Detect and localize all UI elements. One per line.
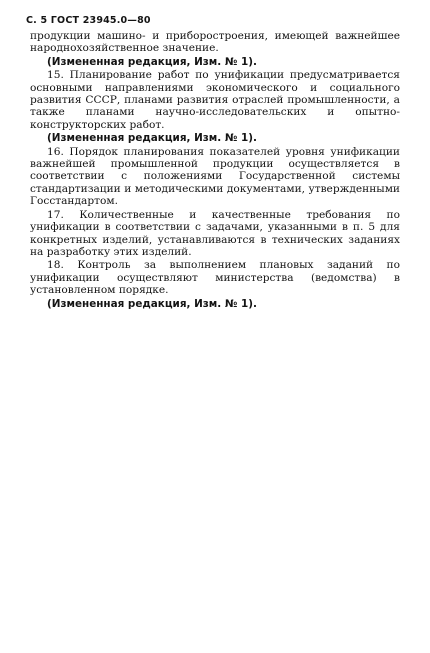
- clause-18: 18. Контроль за выполнением плановых заданий по унификации осуществляют министерства (ведомства) в установленном порядке.: [30, 259, 400, 297]
- document-body: [30, 30, 400, 311]
- page-header: С. 5 ГОСТ 23945.0—80: [26, 15, 151, 26]
- clause-17: 17. Количественные и качественные требования по унификации в соответствии с задачами, указанными в п. 5 для конкретных изделий, устанавливаются в технических заданиях на разработку этих изделий.: [30, 208, 400, 258]
- amendment-note: (Измененная редакция, Изм. № 1).: [47, 132, 257, 145]
- paragraph-continuation: продукции машино- и приборостроения, имеющей важнейшее народнохозяйственное значение.: [30, 30, 400, 55]
- clause-16: 16. Порядок планирования показателей уровня унификации важнейшей промышленной продукции осуществляется в соответствии с положениями Государственной системы стандартизации и методическими документами, утвержденными Госстандартом.: [30, 145, 400, 208]
- amendment-note: (Измененная редакция, Изм. № 1).: [47, 55, 257, 68]
- clause-15: 15. Планирование работ по унификации предусматривается основными направлениями экономического и социального развития СССР, планами развития отраслей промышленности, а также планами научно-исследовательских и опытно-конструкторских работ.: [30, 69, 400, 131]
- amendment-note: (Измененная редакция, Изм. № 1).: [47, 297, 257, 310]
